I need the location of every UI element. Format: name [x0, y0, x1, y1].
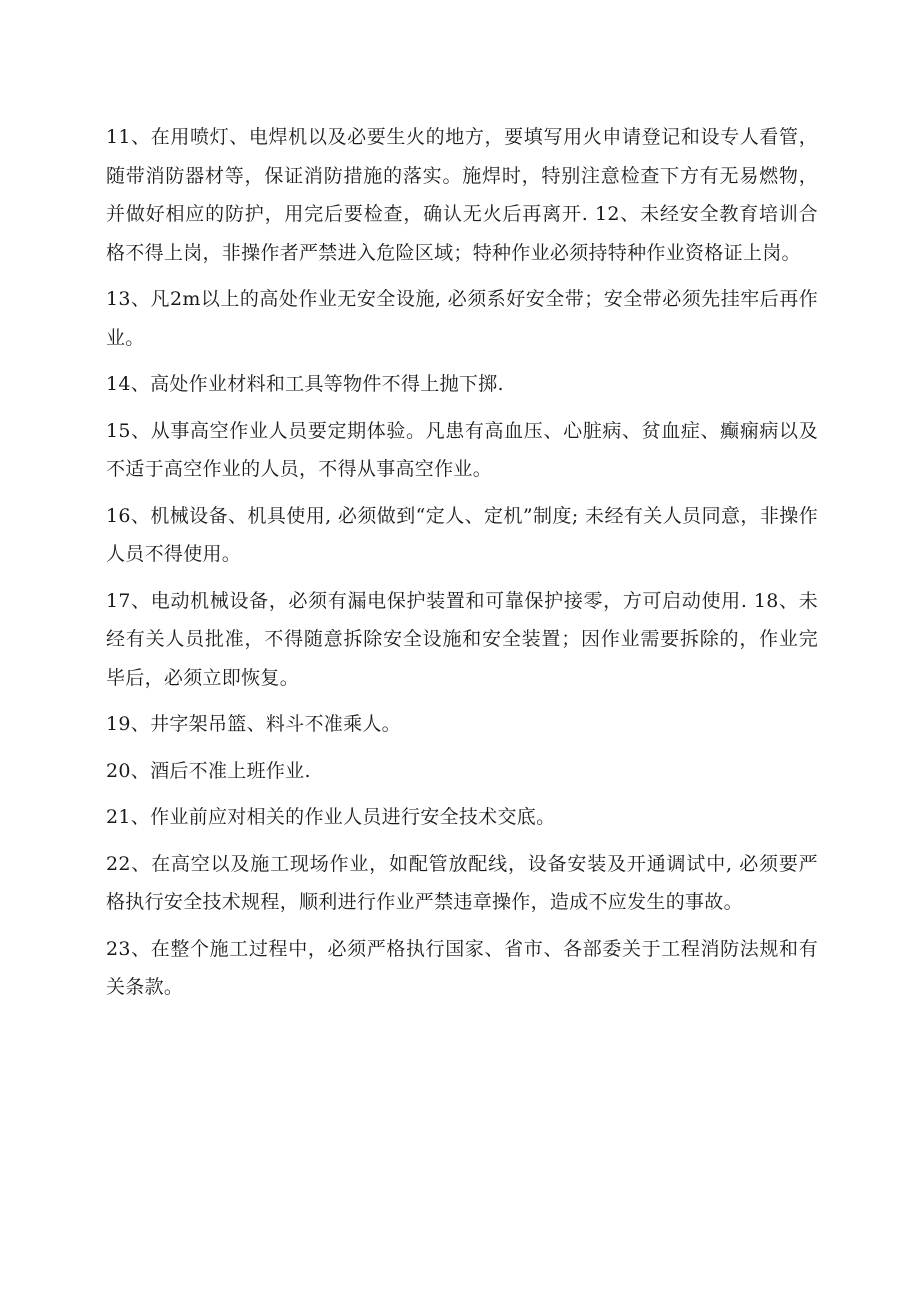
paragraph-item-15: 15、从事高空作业人员要定期体验。凡患有高血压、心脏病、贫血症、癫痫病以及不适于高空作业的人员，不得从事高空作业。 [106, 419, 818, 480]
paragraph-item-21: 21、作业前应对相关的作业人员进行安全技术交底。 [106, 806, 556, 828]
paragraph-item-16: 16、机械设备、机具使用, 必须做到“定人、定机”制度; 未经有关人员同意，非操作人员不得使用。 [106, 504, 818, 565]
paragraph-item-17: 17、电动机械设备，必须有漏电保护装置和可靠保护接零，方可启动使用. 18、未经有关人员批准，不得随意拆除安全设施和安全装置；因作业需要拆除的，作业完毕后，必须立即恢复。 [106, 589, 818, 689]
paragraph-item-14: 14、高处作业材料和工具等物件不得上抛下掷. [106, 373, 504, 395]
paragraph-item-19: 19、井字架吊篮、料斗不准乘人。 [106, 713, 401, 735]
paragraph-item-13: 13、凡2m以上的高处作业无安全设施, 必须系好安全带；安全带必须先挂牢后再作业。 [106, 288, 818, 349]
paragraph-item-23: 23、在整个施工过程中，必须严格执行国家、省市、各部委关于工程消防法规和有关条款。 [106, 937, 818, 998]
document-body [106, 118, 818, 1015]
paragraph-item-22: 22、在高空以及施工现场作业，如配管放配线，设备安装及开通调试中, 必须要严格执行安全技术规程，顺利进行作业严禁违章操作，造成不应发生的事故。 [106, 852, 818, 913]
paragraph-item-20: 20、酒后不准上班作业. [106, 759, 311, 782]
paragraph-item-11: 11、在用喷灯、电焊机以及必要生火的地方，要填写用火申请登记和设专人看管，随带消防器材等，保证消防措施的落实。施焊时，特别注意检查下方有无易燃物，并做好相应的防护，用完后要检查，确认无火后再离开. 12、未经安全教育培训合格不得上岗，非操作者严禁进入危险区域；特种作业必须持特种作业资格证上岗。 [106, 126, 818, 264]
